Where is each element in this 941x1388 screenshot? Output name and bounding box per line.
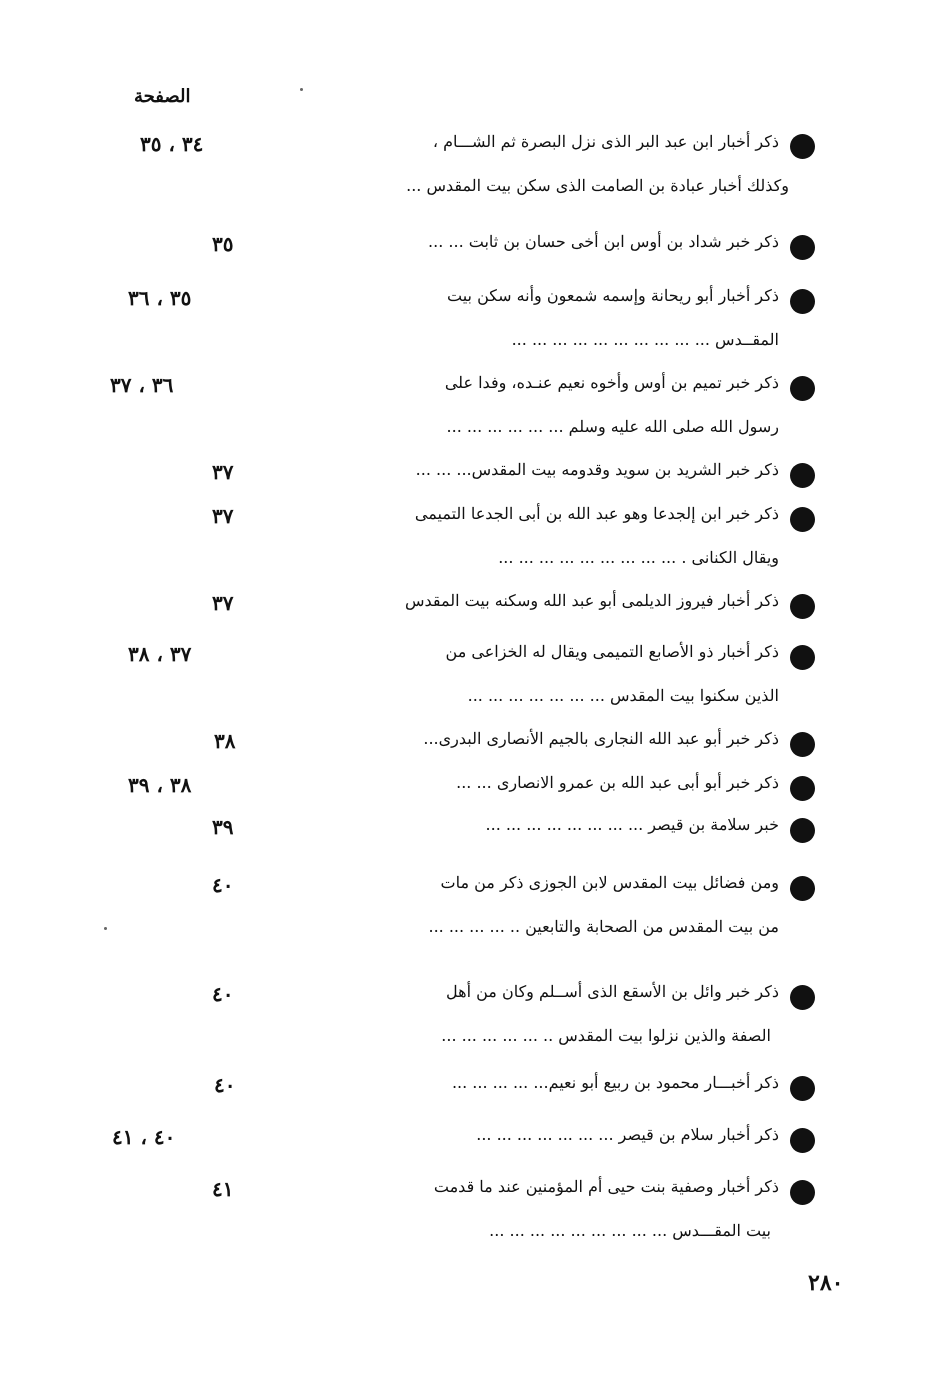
entry-page-ref: ٤٠	[212, 873, 234, 897]
entry-text-line: من بيت المقدس من الصحابة والتابعين .. ... ... ... ...	[428, 917, 779, 936]
entry-page-ref: ٣٤ ، ٣٥	[140, 132, 204, 156]
bullet-icon	[790, 818, 815, 843]
entry-text-line: ذكر خبر ابن إلجدعا وهو عبد الله بن أبى الجدعا التميمى	[414, 504, 779, 523]
entry-text-line: ذكر خبر تميم بن أوس وأخوه نعيم عنـده، وفدا على	[444, 373, 779, 392]
entry-page-ref: ٣٩	[212, 815, 234, 839]
entry-text-line: ذكر أخبـــار محمود بن ربيع أبو نعيم... ... ... ... ...	[451, 1073, 779, 1092]
entry-page-ref: ٣٧ ، ٣٨	[128, 642, 192, 666]
page-number: ٢٨٠	[808, 1270, 844, 1296]
entry-text-line: ذكر أخبار وصفية بنت حيى أم المؤمنين عند ما قدمت	[433, 1177, 779, 1196]
entry-text-line: ومن فضائل بيت المقدس لابن الجوزى ذكر من مات	[440, 873, 779, 892]
bullet-icon	[790, 594, 815, 619]
entry-page-ref: ٣٨ ، ٣٩	[128, 773, 192, 797]
entry-text-line: الذين سكنوا بيت المقدس ... ... ... ... ... ... ...	[467, 686, 779, 705]
entry-page-ref: ٤٠ ، ٤١	[112, 1125, 176, 1149]
entry-text-line: ذكر خبر وائل بن الأسقع الذى أســلم وكان من أهل	[446, 982, 779, 1001]
bullet-icon	[790, 289, 815, 314]
entry-text-line: ذكر أخبار ابن عبد البر الذى نزل البصرة ثم الشـــام ،	[432, 132, 779, 151]
entry-page-ref: ٣٦ ، ٣٧	[110, 373, 174, 397]
entry-page-ref: ٣٧	[212, 504, 234, 528]
entry-text-line: وكذلك أخبار عبادة بن الصامت الذى سكن بيت المقدس ...	[406, 176, 789, 195]
entry-text-line: ذكر خبر الشريد بن سويد وقدومه بيت المقدس... ... ...	[415, 460, 779, 479]
entry-text-line: ذكر خبر شداد بن أوس ابن أخى حسان بن ثابت ... ...	[428, 232, 779, 251]
bullet-icon	[790, 1128, 815, 1153]
bullet-icon	[790, 985, 815, 1010]
entry-page-ref: ٣٧	[212, 591, 234, 615]
entry-text-line: ذكر أخبار سلام بن قيصر ... ... ... ... ... ... ...	[476, 1125, 779, 1144]
bullet-icon	[790, 1180, 815, 1205]
entry-text-line: ذكر خبر أبو عبد الله النجارى بالجيم الأنصارى البدرى...	[423, 729, 779, 748]
entry-text-line: خبر سلامة بن قيصر ... ... ... ... ... ... ... ...	[485, 815, 779, 834]
bullet-icon	[790, 732, 815, 757]
bullet-icon	[790, 376, 815, 401]
bullet-icon	[790, 876, 815, 901]
entry-text-line: بيت المقـــدس ... ... ... ... ... ... ... ... ...	[489, 1221, 771, 1240]
bullet-icon	[790, 1076, 815, 1101]
entry-text-line: ذكر أخبار أبو ريحانة وإسمه شمعون وأنه سكن بيت	[446, 286, 779, 305]
entry-page-ref: ٣٧	[212, 460, 234, 484]
entry-text-line: الصفة والذين نزلوا بيت المقدس .. ... ... ... ... ...	[441, 1026, 771, 1045]
bullet-icon	[790, 776, 815, 801]
entry-page-ref: ٤٠	[212, 982, 234, 1006]
entry-page-ref: ٣٥ ، ٣٦	[128, 286, 192, 310]
scan-speck	[300, 88, 303, 91]
entry-text-line: ذكر خبر أبو أبى عبد الله بن عمرو الانصارى ... ...	[456, 773, 779, 792]
bullet-icon	[790, 645, 815, 670]
entry-page-ref: ٣٨	[214, 729, 236, 753]
bullet-icon	[790, 134, 815, 159]
bullet-icon	[790, 463, 815, 488]
entry-text-line: رسول الله صلى الله عليه وسلم ... ... ... ... ... ...	[446, 417, 779, 436]
scan-speck	[104, 927, 107, 930]
entry-text-line: ذكر أخبار ذو الأصابع التميمى ويقال له الخزاعى من	[445, 642, 779, 661]
entry-page-ref: ٤١	[212, 1177, 234, 1201]
entry-text-line: المقــدس ... ... ... ... ... ... ... ... ... ...	[511, 330, 779, 349]
bullet-icon	[790, 507, 815, 532]
entry-page-ref: ٣٥	[212, 232, 234, 256]
entry-page-ref: ٤٠	[214, 1073, 236, 1097]
entry-text-line: ذكر أخبار فيروز الديلمى أبو عبد الله وسكنه بيت المقدس	[404, 591, 779, 610]
entry-text-line: ويقال الكنانى . ... ... ... ... ... ... ... ... ...	[498, 548, 779, 567]
page-column-header: الصفحة	[134, 86, 191, 107]
bullet-icon	[790, 235, 815, 260]
